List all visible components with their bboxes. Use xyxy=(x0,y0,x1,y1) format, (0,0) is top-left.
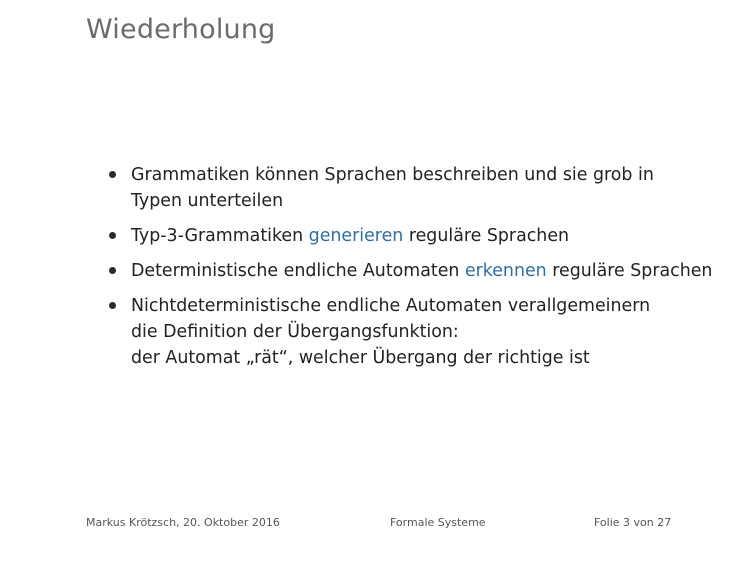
highlight-term: erkennen xyxy=(464,261,547,281)
slide-title: Wiederholung xyxy=(86,14,276,45)
bullet-text: reguläre Sprachen xyxy=(546,261,713,281)
bullet-text: Nichtdeterministische endliche Automaten verallgemeinern xyxy=(131,296,651,316)
bullet-text: reguläre Sprachen xyxy=(403,226,570,246)
highlight-term: generieren xyxy=(308,226,404,246)
bullet-item xyxy=(107,223,727,249)
bullet-text: Deterministische endliche Automaten xyxy=(131,261,465,281)
bullet-line-1 xyxy=(131,258,727,284)
bullet-line-1 xyxy=(131,223,727,249)
bullet-dot-icon xyxy=(109,267,116,274)
bullet-item xyxy=(107,293,727,371)
bullet-line-2: die Definition der Übergangsfunktion: xyxy=(131,322,459,342)
bullet-line-2: Typen unterteilen xyxy=(131,191,284,211)
slide-content xyxy=(107,162,727,380)
slide-footer xyxy=(0,516,754,532)
bullet-text: Typ-3-Grammatiken xyxy=(131,226,309,246)
bullet-list xyxy=(107,162,727,371)
bullet-line-3: der Automat „rät“, welcher Übergang der richtige ist xyxy=(131,348,590,368)
bullet-line-1 xyxy=(131,162,727,188)
bullet-item xyxy=(107,162,727,214)
bullet-line-1 xyxy=(131,293,727,319)
bullet-dot-icon xyxy=(109,232,116,239)
footer-author-date: Markus Krötzsch, 20. Oktober 2016 xyxy=(86,516,280,529)
bullet-text: Grammatiken können Sprachen beschreiben und sie grob in xyxy=(131,165,654,185)
bullet-dot-icon xyxy=(109,302,116,309)
footer-page-number: Folie 3 von 27 xyxy=(594,516,672,529)
footer-course: Formale Systeme xyxy=(390,516,486,529)
bullet-item xyxy=(107,258,727,284)
bullet-dot-icon xyxy=(109,171,116,178)
